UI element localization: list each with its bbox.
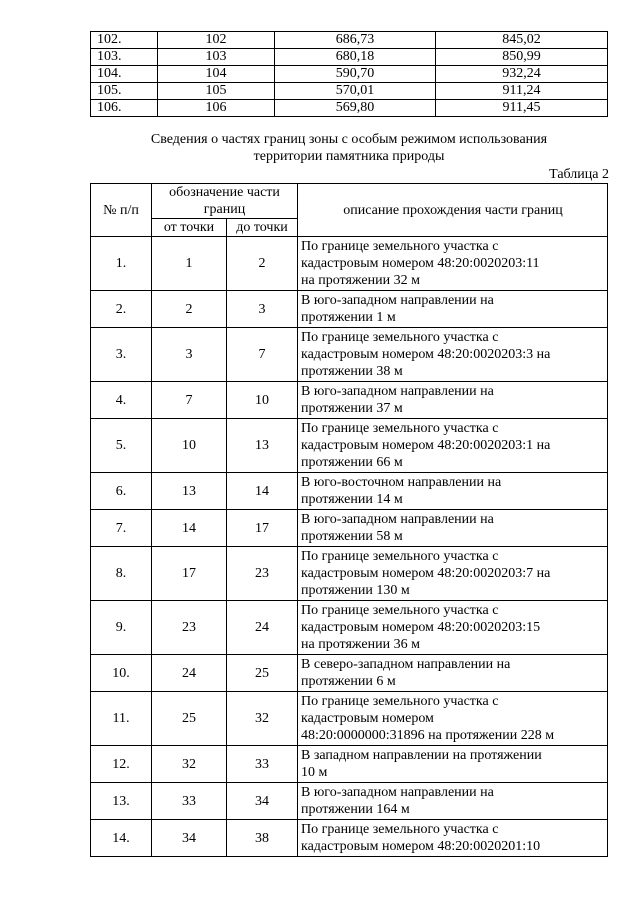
coordinate-y: 850,99 (436, 49, 608, 66)
coordinates-row (91, 66, 608, 83)
description-cell (298, 473, 608, 510)
coordinates-row (91, 83, 608, 100)
description-line: В юго-западном направлении на (301, 384, 494, 399)
table-row (91, 382, 608, 419)
description-line: на протяжении 36 м (301, 637, 420, 652)
to-point: 25 (227, 655, 298, 692)
from-point: 3 (152, 328, 227, 382)
to-point: 7 (227, 328, 298, 382)
description-line: По границе земельного участка с (301, 239, 499, 254)
description-line: протяжении 164 м (301, 802, 410, 817)
row-number: 12. (91, 746, 152, 783)
description-cell (298, 547, 608, 601)
table-row (91, 510, 608, 547)
from-point: 33 (152, 783, 227, 820)
from-point: 34 (152, 820, 227, 857)
description-line: протяжении 6 м (301, 674, 396, 689)
to-point: 23 (227, 547, 298, 601)
description-line: протяжении 1 м (301, 310, 396, 325)
table-row (91, 237, 608, 291)
row-number: 103. (91, 49, 158, 66)
table-row (91, 473, 608, 510)
to-point: 10 (227, 382, 298, 419)
table-row (91, 655, 608, 692)
header-number: № п/п (91, 184, 152, 237)
point-number: 103 (158, 49, 275, 66)
to-point: 2 (227, 237, 298, 291)
from-point: 13 (152, 473, 227, 510)
from-point: 24 (152, 655, 227, 692)
from-point: 14 (152, 510, 227, 547)
description-line: По границе земельного участка с (301, 694, 499, 709)
description-line: протяжении 38 м (301, 364, 403, 379)
description-line: В северо-западном направлении на (301, 657, 511, 672)
from-point: 32 (152, 746, 227, 783)
section-title-line-1: Сведения о частях границ зоны с особым режимом использования (150, 132, 548, 147)
row-number: 9. (91, 601, 152, 655)
point-number: 102 (158, 32, 275, 49)
row-number: 104. (91, 66, 158, 83)
description-line: протяжении 14 м (301, 492, 403, 507)
description-line: протяжении 66 м (301, 455, 403, 470)
table-row (91, 692, 608, 746)
from-point: 23 (152, 601, 227, 655)
coordinate-x: 680,18 (275, 49, 436, 66)
from-point: 7 (152, 382, 227, 419)
row-number: 102. (91, 32, 158, 49)
description-line: В западном направлении на протяжении (301, 748, 542, 763)
table-row (91, 291, 608, 328)
table-row (91, 547, 608, 601)
description-line: кадастровым номером 48:20:0020201:10 (301, 839, 541, 854)
row-number: 10. (91, 655, 152, 692)
coordinate-x: 590,70 (275, 66, 436, 83)
description-line: протяжении 130 м (301, 583, 410, 598)
description-line: По границе земельного участка с (301, 549, 499, 564)
table-row (91, 820, 608, 857)
description-cell (298, 237, 608, 291)
description-line: По границе земельного участка с (301, 421, 499, 436)
description-cell (298, 601, 608, 655)
description-cell (298, 419, 608, 473)
table-row (91, 783, 608, 820)
coordinates-table (90, 31, 608, 117)
coordinate-y: 932,24 (436, 66, 608, 83)
description-line: По границе земельного участка с (301, 603, 499, 618)
row-number: 1. (91, 237, 152, 291)
description-line: кадастровым номером 48:20:0020203:11 (301, 256, 540, 271)
row-number: 5. (91, 419, 152, 473)
coordinate-x: 570,01 (275, 83, 436, 100)
table-row (91, 746, 608, 783)
coordinates-row (91, 49, 608, 66)
description-cell (298, 746, 608, 783)
point-number: 105 (158, 83, 275, 100)
table-label: Таблица 2 (549, 167, 609, 182)
description-line: В юго-западном направлении на (301, 785, 494, 800)
from-point: 2 (152, 291, 227, 328)
table-body (91, 237, 608, 857)
table-row (91, 328, 608, 382)
description-line: на протяжении 32 м (301, 273, 420, 288)
description-line: 48:20:0000000:31896 на протяжении 228 м (301, 728, 555, 743)
coordinate-y: 911,24 (436, 83, 608, 100)
section-title-line-2: территории памятника природы (253, 149, 445, 164)
from-point: 1 (152, 237, 227, 291)
coordinate-x: 569,80 (275, 100, 436, 117)
description-cell (298, 291, 608, 328)
header-designation: обозначение части границ (152, 184, 298, 219)
coordinate-y: 911,45 (436, 100, 608, 117)
description-cell (298, 820, 608, 857)
from-point: 10 (152, 419, 227, 473)
row-number: 8. (91, 547, 152, 601)
description-cell (298, 510, 608, 547)
coordinate-x: 686,73 (275, 32, 436, 49)
row-number: 11. (91, 692, 152, 746)
header-from-point: от точки (152, 219, 227, 237)
header-description: описание прохождения части границ (298, 184, 608, 237)
description-line: кадастровым номером 48:20:0020203:3 на (301, 347, 551, 362)
description-cell (298, 328, 608, 382)
description-line: протяжении 37 м (301, 401, 403, 416)
boundary-parts-table (90, 183, 608, 857)
description-line: В юго-западном направлении на (301, 293, 494, 308)
description-cell (298, 655, 608, 692)
row-number: 105. (91, 83, 158, 100)
description-line: протяжении 58 м (301, 529, 403, 544)
to-point: 32 (227, 692, 298, 746)
point-number: 106 (158, 100, 275, 117)
to-point: 38 (227, 820, 298, 857)
description-line: По границе земельного участка с (301, 822, 499, 837)
row-number: 3. (91, 328, 152, 382)
from-point: 25 (152, 692, 227, 746)
coordinates-row (91, 100, 608, 117)
description-line: кадастровым номером 48:20:0020203:1 на (301, 438, 551, 453)
table-row (91, 601, 608, 655)
description-line: кадастровым номером 48:20:0020203:15 (301, 620, 541, 635)
description-line: 10 м (301, 765, 328, 780)
coordinates-row (91, 32, 608, 49)
row-number: 4. (91, 382, 152, 419)
from-point: 17 (152, 547, 227, 601)
row-number: 14. (91, 820, 152, 857)
to-point: 24 (227, 601, 298, 655)
description-cell (298, 692, 608, 746)
to-point: 34 (227, 783, 298, 820)
description-line: кадастровым номером 48:20:0020203:7 на (301, 566, 551, 581)
to-point: 17 (227, 510, 298, 547)
description-line: В юго-западном направлении на (301, 512, 494, 527)
row-number: 106. (91, 100, 158, 117)
row-number: 13. (91, 783, 152, 820)
description-line: кадастровым номером (301, 711, 434, 726)
to-point: 13 (227, 419, 298, 473)
table-header (91, 184, 608, 237)
to-point: 14 (227, 473, 298, 510)
coordinates-table-body (91, 32, 608, 117)
coordinate-y: 845,02 (436, 32, 608, 49)
row-number: 7. (91, 510, 152, 547)
row-number: 6. (91, 473, 152, 510)
row-number: 2. (91, 291, 152, 328)
to-point: 3 (227, 291, 298, 328)
table-row (91, 419, 608, 473)
description-cell (298, 783, 608, 820)
description-line: По границе земельного участка с (301, 330, 499, 345)
header-to-point: до точки (227, 219, 298, 237)
description-line: В юго-восточном направлении на (301, 475, 502, 490)
description-cell (298, 382, 608, 419)
to-point: 33 (227, 746, 298, 783)
point-number: 104 (158, 66, 275, 83)
